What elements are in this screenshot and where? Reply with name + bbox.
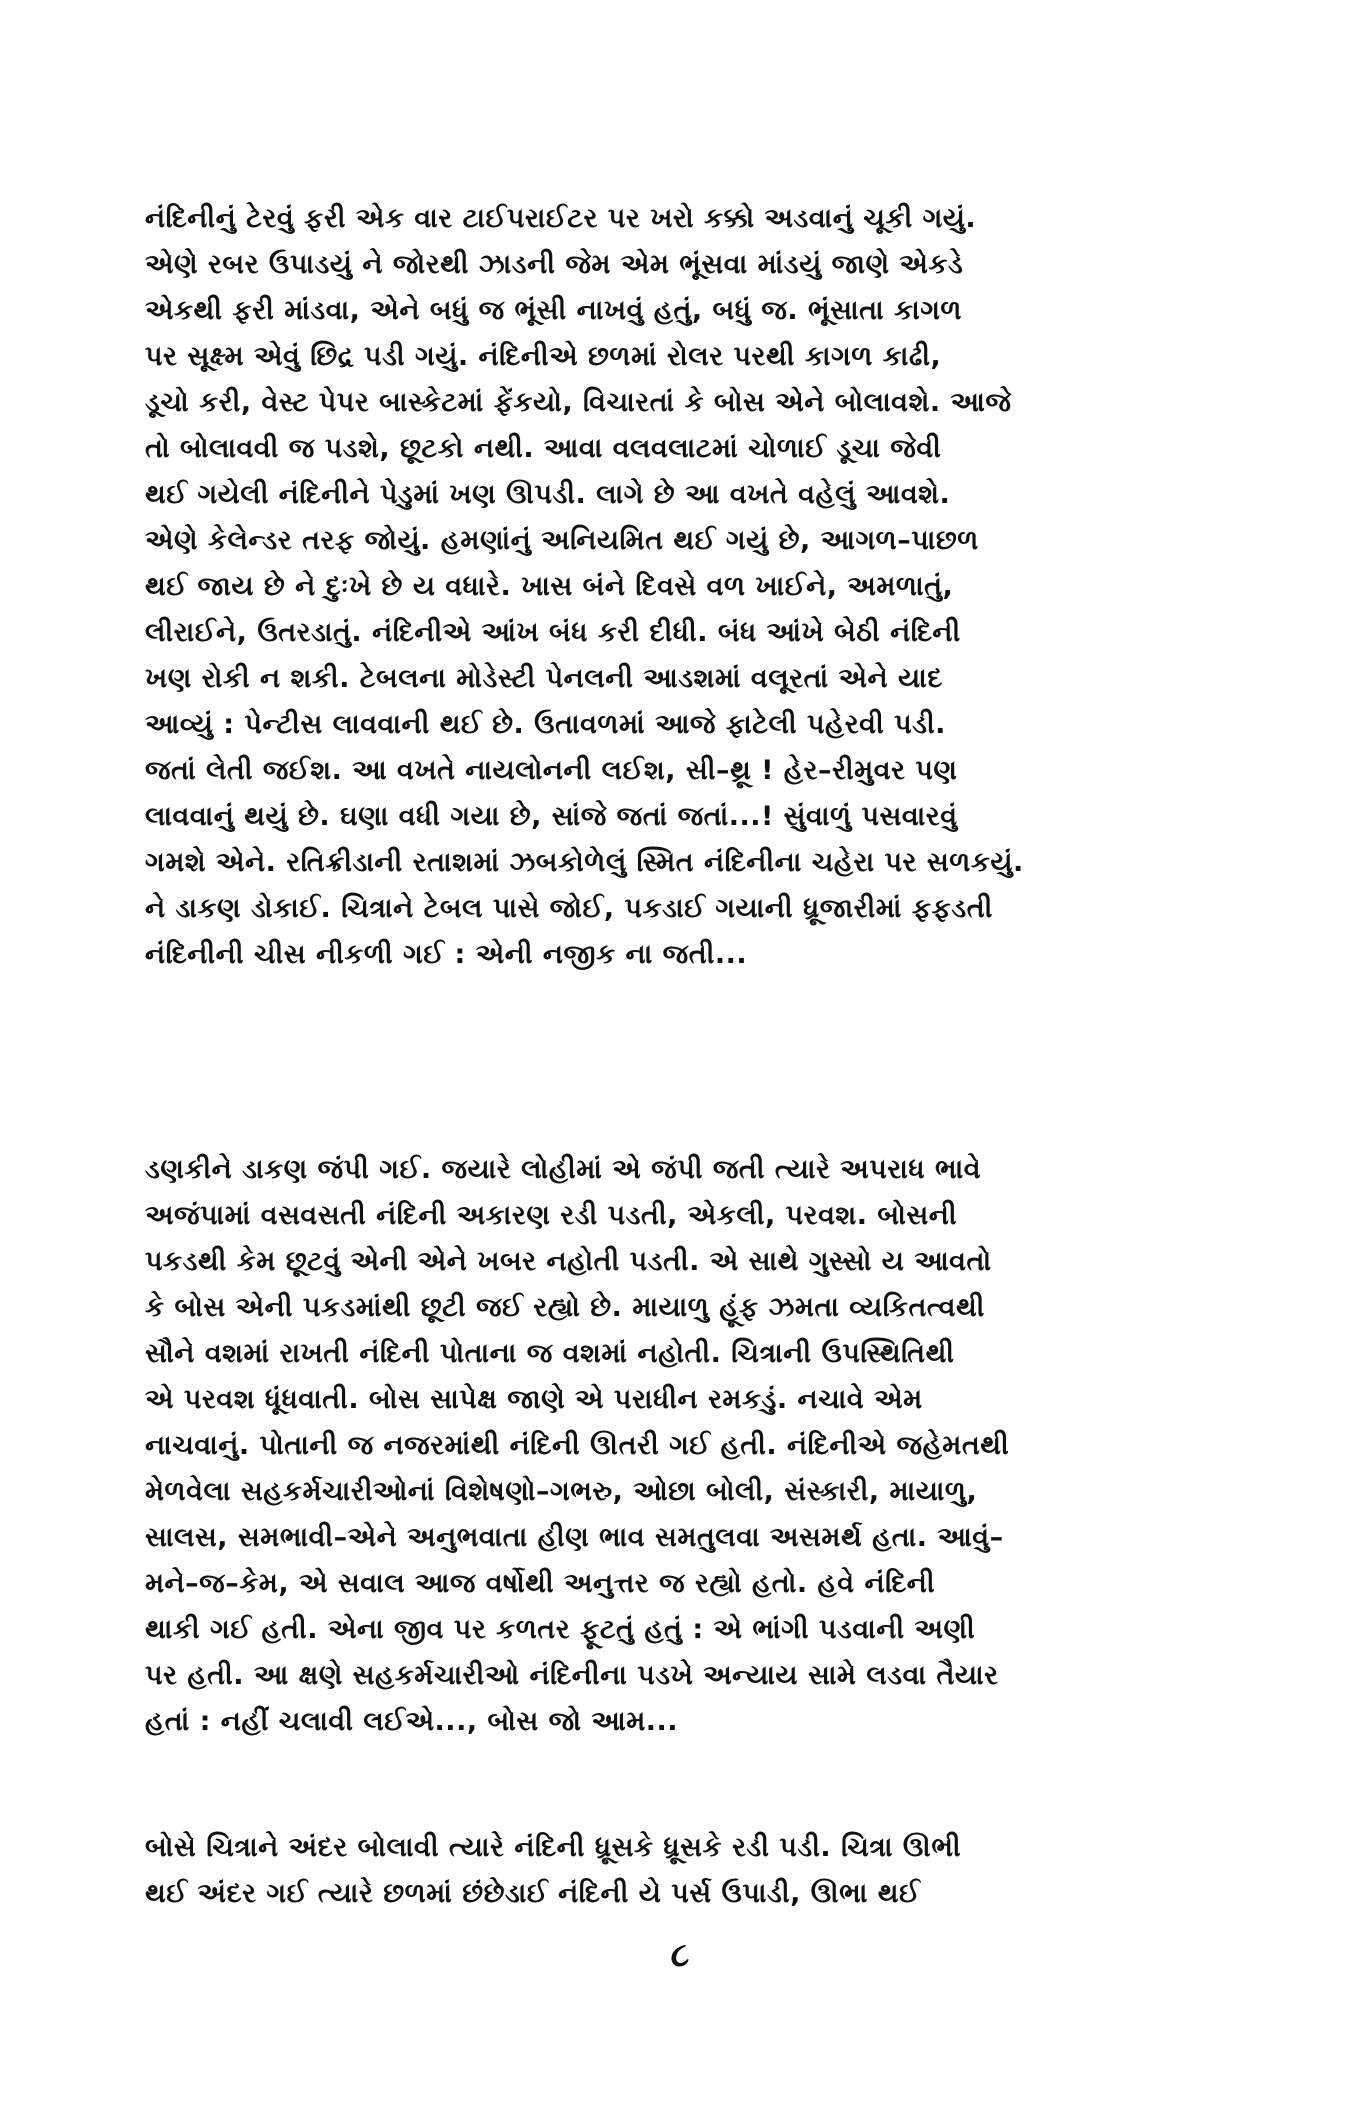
text-line: એકથી ફરી માંડવા, એને બધું જ ભૂંસી નાખવું હતું, બધું જ. ભૂંસાતા કાગળ: [145, 295, 962, 326]
text-line: જતાં લેતી જઈશ. આ વખતે નાયલોનની લઈશ, સી–થ્રૂ ! હેર–રીમુવર પણ: [145, 755, 958, 786]
text-line: ખણ રોકી ન શકી. ટેબલના મોડેસ્ટી પેનલની આડશમાં વલૂરતાં એને યાદ: [145, 663, 943, 694]
text-line: થઈ ગયેલી નંદિનીને પેડુમાં ખણ ઊપડી. લાગે છે આ વખતે વહેલું આવશે.: [145, 479, 951, 510]
text-line: અજંપામાં વસવસતી નંદિની અકારણ રડી પડતી, એકલી, પરવશ. બોસની: [145, 1200, 958, 1231]
text-line: તો બોલાવવી જ પડશે, છૂટકો નથી. આવા વલવલાટમાં ચોળાઈ ડૂચા જેવી: [145, 433, 942, 464]
text-line: પર હતી. આ ક્ષણે સહકર્મચારીઓ નંદિનીના પડખે અન્યાય સામે લડવા તૈયાર: [145, 1660, 999, 1691]
text-line: થઈ અંદર ગઈ ત્યારે છળમાં છંછેડાઈ નંદિની યે પર્સ ઉપાડી, ઊભા થઈ: [145, 1878, 921, 1909]
text-line: સૌને વશમાં રાખતી નંદિની પોતાના જ વશમાં નહોતી. ચિત્રાની ઉપસ્થિતિથી: [145, 1338, 955, 1369]
text-line: સાલસ, સમભાવી–એને અનુભવાતા હીણ ભાવ સમતુલવા અસમર્થ હતા. આવું–: [145, 1522, 1004, 1553]
text-line: હતાં : નહીં ચલાવી લઈએ..., બોસ જો આમ...: [145, 1706, 679, 1737]
text-line: બોસે ચિત્રાને અંદર બોલાવી ત્યારે નંદિની ધ્રૂસકે ધ્રૂસકે રડી પડી. ચિત્રા ઊભી: [145, 1832, 962, 1863]
page-number: ૮: [670, 1935, 690, 1975]
text-line: લાવવાનું થયું છે. ઘણા વધી ગયા છે, સાંજે જતાં જતાં...! સુંવાળું પસવારવું: [145, 801, 958, 832]
text-line: લીરાઈને, ઉતરડાતું. નંદિનીએ આંખ બંધ કરી દીધી. બંધ આંખે બેઠી નંદિની: [145, 617, 961, 648]
text-line: નંદિનીની ચીસ નીકળી ગઈ : એની નજીક ના જતી...: [145, 939, 748, 970]
paragraph-1: [145, 196, 1270, 978]
text-line: ડૂચો કરી, વેસ્ટ પેપર બાસ્કેટમાં ફેંકયો, વિચારતાં કે બોસ એને બોલાવશે. આજે: [145, 387, 1012, 418]
text-line: આવ્યું : પેન્ટીસ લાવવાની થઈ છે. ઉતાવળમાં આજે ફાટેલી પહેરવી પડી.: [145, 709, 946, 740]
text-line: થઈ જાય છે ને દુઃખે છે ય વધારે. ખાસ બંને દિવસે વળ ખાઈને, અમળાતું,: [145, 571, 954, 602]
text-line: ડણકીને ડાકણ જંપી ગઈ. જયારે લોહીમાં એ જંપી જતી ત્યારે અપરાધ ભાવે: [145, 1154, 982, 1185]
paragraph-3: [145, 1825, 1270, 1917]
text-line: મેળવેલા સહકર્મચારીઓનાં વિશેષણો–ગભરુ, ઓછા બોલી, સંસ્કારી, માયાળુ,: [145, 1476, 978, 1507]
text-line: પકડથી કેમ છૂટવું એની એને ખબર નહોતી પડતી. એ સાથે ગુસ્સો ય આવતો: [145, 1246, 992, 1277]
text-line: નાચવાનું. પોતાની જ નજરમાંથી નંદિની ઊતરી ગઈ હતી. નંદિનીએ જહેમતથી: [145, 1430, 1010, 1461]
text-line: ને ડાકણ ડોકાઈ. ચિત્રાને ટેબલ પાસે જોઈ, પકડાઈ ગયાની ધ્રૂજારીમાં ફફડતી: [145, 893, 993, 924]
paragraph-2: [145, 1147, 1270, 1745]
text-line: ગમશે એને. રતિક્રીડાની રતાશમાં ઝબકોળેલું સ્મિત નંદિનીના ચહેરા પર સળકયું.: [145, 847, 1024, 878]
text-line: કે બોસ એની પકડમાંથી છૂટી જઈ રહ્યો છે. માયાળુ હૂંફ ઝમતા વ્યકિતત્વથી: [145, 1292, 985, 1323]
text-line: નંદિનીનું ટેરવું ફરી એક વાર ટાઈપરાઈટર પર ખરો કક્કો અડવાનું ચૂકી ગયું.: [145, 203, 977, 234]
text-line: મને–જ–કેમ, એ સવાલ આજ વર્ષોથી અનુત્તર જ રહ્યો હતો. હવે નંદિની: [145, 1568, 936, 1599]
text-line: એણે રબર ઉપાડયું ને જોરથી ઝાડની જેમ એમ ભૂંસવા માંડયું જાણે એકડે: [145, 249, 964, 280]
text-line: થાકી ગઈ હતી. એના જીવ પર કળતર ફૂટતું હતું : એ ભાંગી પડવાની અણી: [145, 1614, 976, 1645]
text-line: એણે કેલેન્ડર તરફ જોયું. હમણાંનું અનિયમિત થઈ ગયું છે, આગળ–પાછળ: [145, 525, 979, 556]
text-line: પર સૂક્ષ્મ એવું છિદ્ર પડી ગયું. નંદિનીએ છળમાં રોલર પરથી કાગળ કાઢી,: [145, 341, 942, 372]
text-line: એ પરવશ ધૂંધવાતી. બોસ સાપેક્ષ જાણે એ પરાધીન રમકડું. નચાવે એમ: [145, 1384, 923, 1415]
